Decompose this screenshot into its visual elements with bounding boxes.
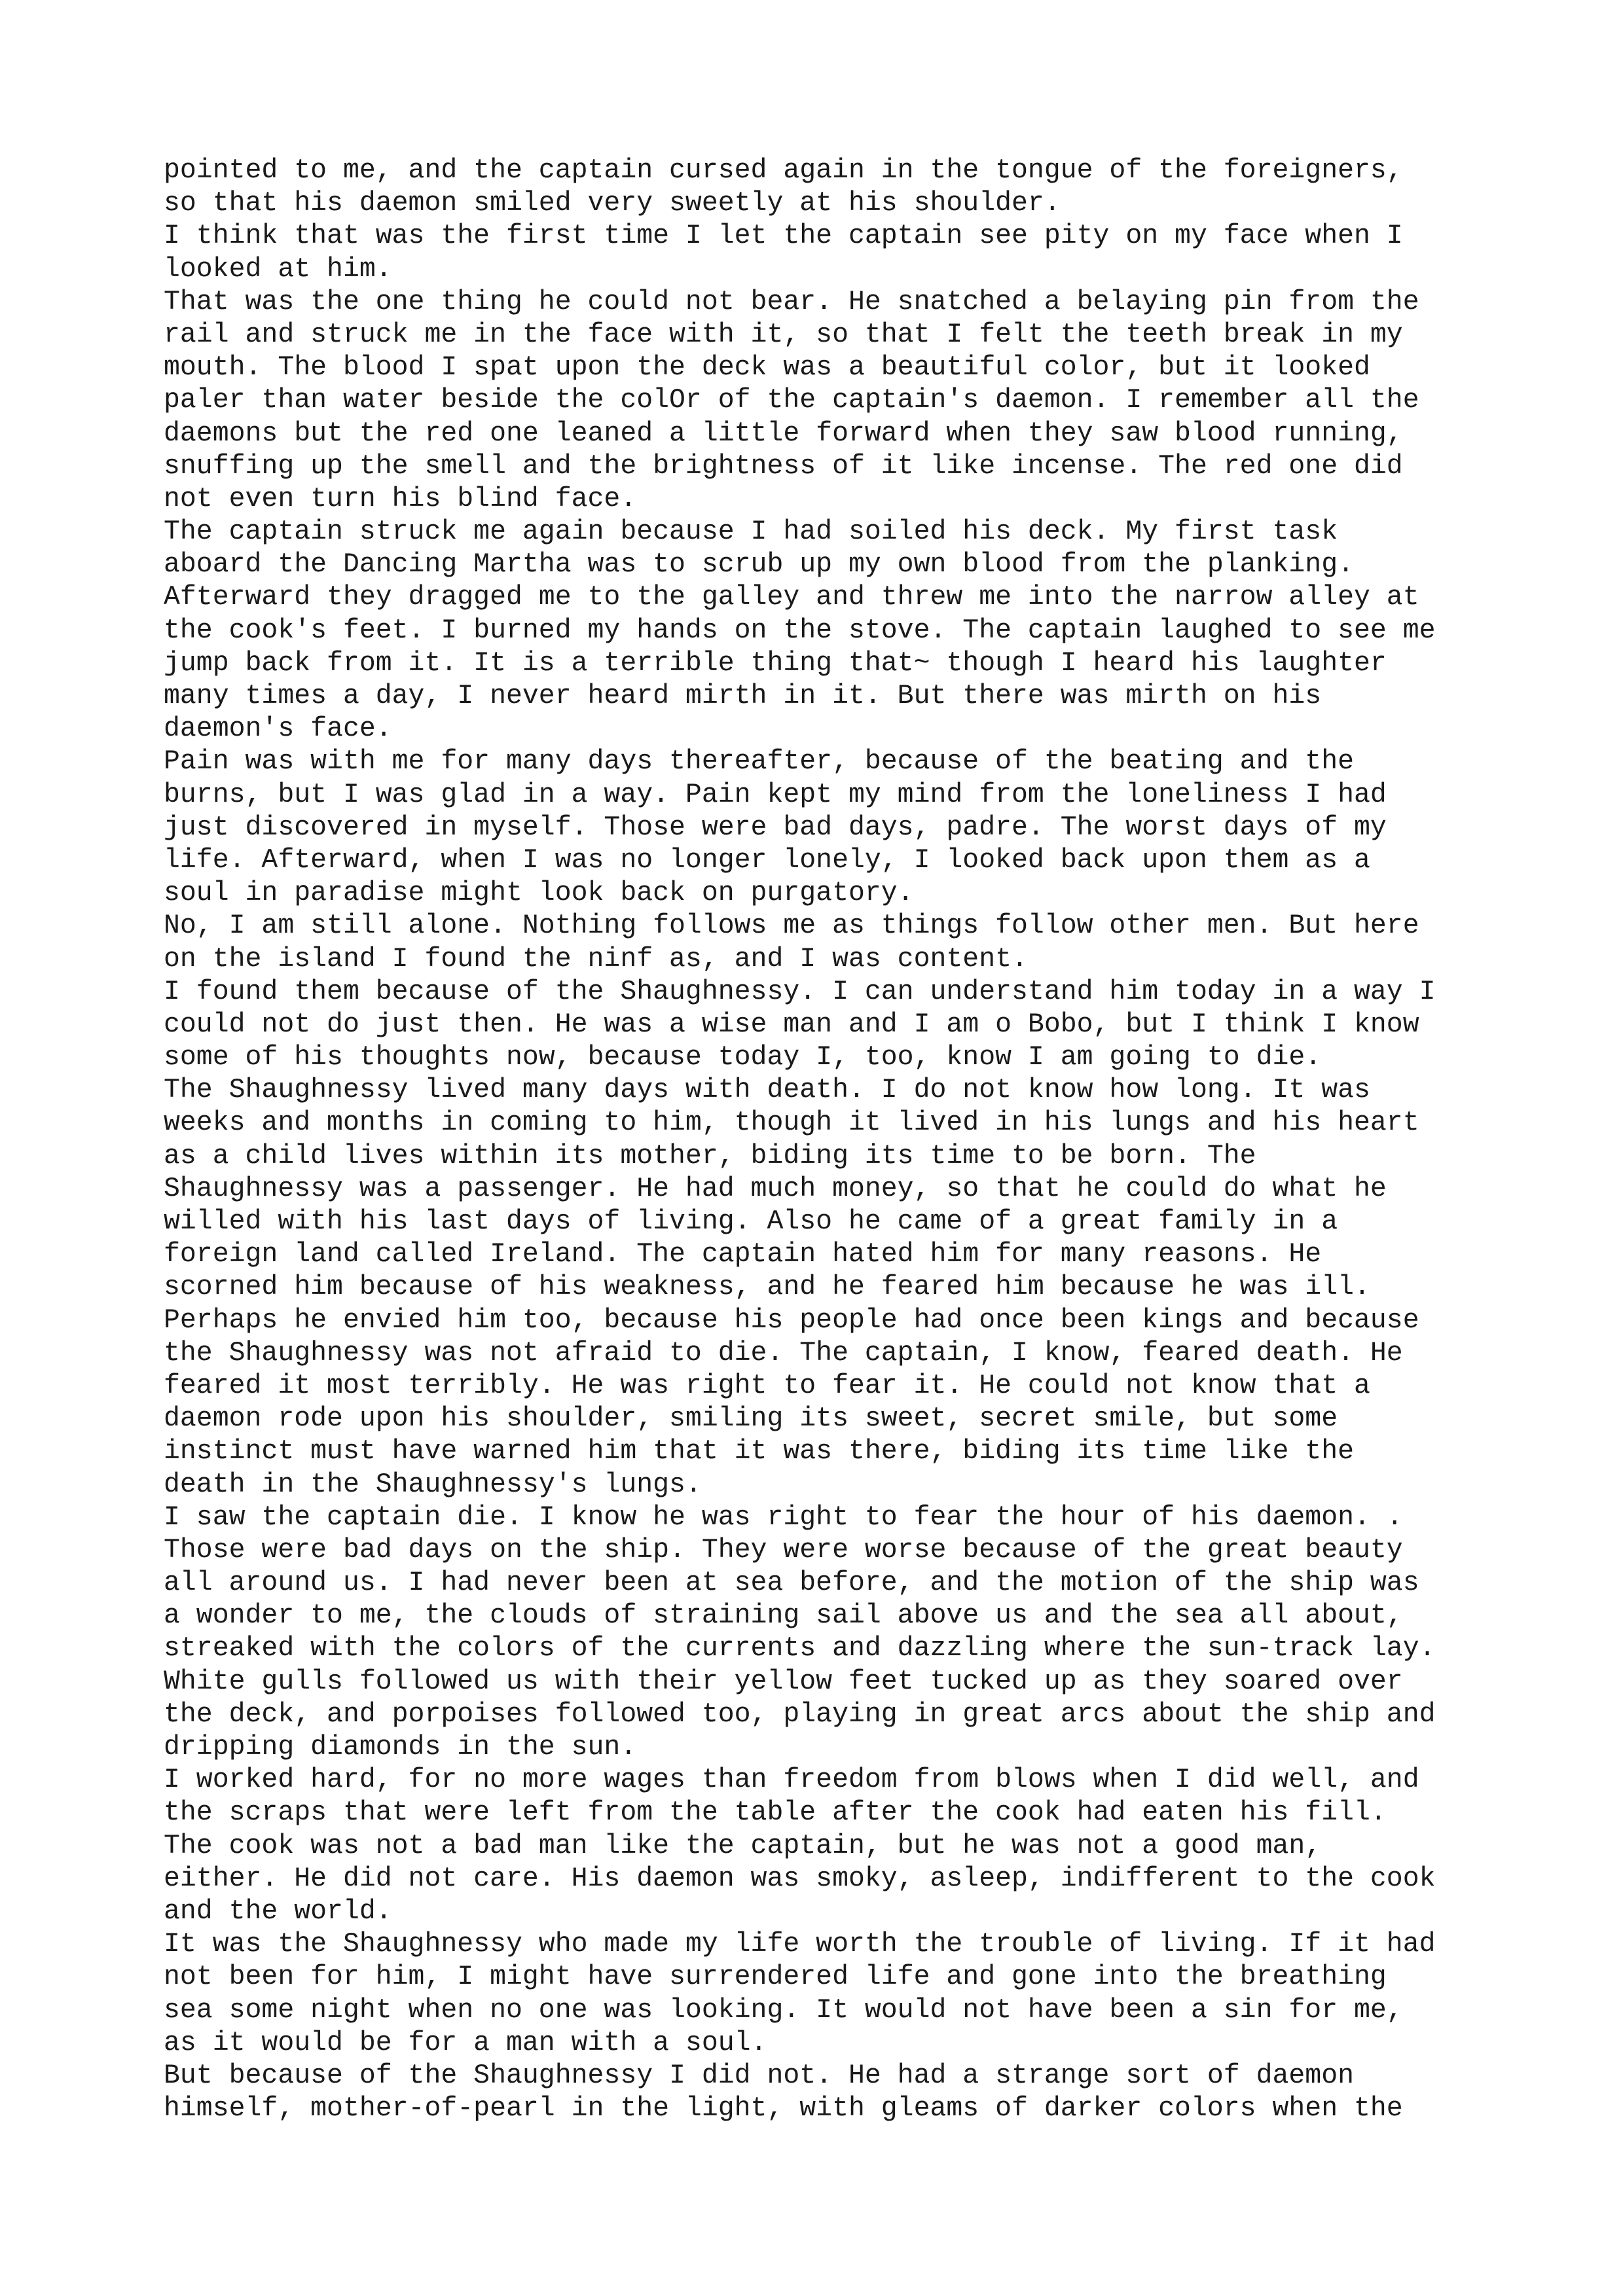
text-line: the cook's feet. I burned my hands on the stove. The captain laughed to see me: [164, 615, 1436, 646]
text-line: looked at him.: [164, 253, 392, 285]
text-line: feared it most terribly. He was right to fear it. He could not know that a: [164, 1370, 1370, 1401]
text-line: weeks and months in coming to him, though it lived in his lungs and his heart: [164, 1107, 1419, 1139]
text-line: willed with his last days of living. Also he came of a great family in a: [164, 1206, 1338, 1237]
text-line: instinct must have warned him that it was there, biding its time like the: [164, 1436, 1354, 1467]
text-line: No, I am still alone. Nothing follows me as things follow other men. But here: [164, 910, 1419, 942]
text-line: I think that was the first time I let the captain see pity on my face when I: [164, 221, 1403, 252]
text-line: all around us. I had never been at sea before, and the motion of the ship was: [164, 1568, 1419, 1599]
text-line: life. Afterward, when I was no longer lonely, I looked back upon them as a: [164, 844, 1370, 876]
text-line: daemons but the red one leaned a little forward when they saw blood running,: [164, 418, 1403, 449]
text-line: jump back from it. It is a terrible thing that~ though I heard his laughter: [164, 647, 1387, 679]
text-line: pointed to me, and the captain cursed again in the tongue of the foreigners,: [164, 155, 1403, 186]
text-line: burns, but I was glad in a way. Pain kept my mind from the loneliness I had: [164, 779, 1387, 810]
text-line: either. He did not care. His daemon was smoky, asleep, indifferent to the cook: [164, 1863, 1436, 1894]
text-line: the scraps that were left from the table after the cook had eaten his fill.: [164, 1797, 1387, 1829]
text-line: sea some night when no one was looking. It would not have been a sin for me,: [164, 1994, 1403, 2026]
text-line: and the world.: [164, 1895, 392, 1927]
text-line: as it would be for a man with a soul.: [164, 2027, 767, 2058]
text-line: It was the Shaughnessy who made my life worth the trouble of living. If it had: [164, 1929, 1436, 1960]
text-line: foreign land called Ireland. The captain hated him for many reasons. He: [164, 1239, 1322, 1270]
text-line: the Shaughnessy was not afraid to die. The captain, I know, feared death. He: [164, 1337, 1403, 1369]
text-line: some of his thoughts now, because today I, too, know I am going to die.: [164, 1042, 1322, 1073]
text-line: I worked hard, for no more wages than freedom from blows when I did well, and: [164, 1765, 1419, 1796]
text-line: mouth. The blood I spat upon the deck was a beautiful color, but it looked: [164, 352, 1370, 384]
text-line: White gulls followed us with their yellow feet tucked up as they soared over: [164, 1666, 1403, 1697]
text-line: Shaughnessy was a passenger. He had much money, so that he could do what he: [164, 1173, 1387, 1204]
text-line: That was the one thing he could not bear. He snatched a belaying pin from the: [164, 286, 1419, 317]
text-line: But because of the Shaughnessy I did not. He had a strange sort of daemon: [164, 2060, 1354, 2091]
text-line: I saw the captain die. I know he was right to fear the hour of his daemon. .: [164, 1501, 1403, 1533]
text-line: on the island I found the ninf as, and I was content.: [164, 943, 1028, 975]
text-line: streaked with the colors of the currents and dazzling where the sun-track lay.: [164, 1633, 1436, 1664]
text-line: Those were bad days on the ship. They were worse because of the great beauty: [164, 1534, 1403, 1566]
body-text: [164, 154, 1604, 2125]
text-line: could not do just then. He was a wise man and I am o Bobo, but I think I know: [164, 1009, 1419, 1040]
text-line: Perhaps he envied him too, because his people had once been kings and because: [164, 1304, 1419, 1336]
text-line: not even turn his blind face.: [164, 483, 637, 514]
text-line: Pain was with me for many days thereafter, because of the beating and the: [164, 746, 1354, 778]
text-line: a wonder to me, the clouds of straining sail above us and the sea all about,: [164, 1600, 1403, 1632]
text-line: I found them because of the Shaughnessy. I can understand him today in a way I: [164, 976, 1436, 1007]
text-line: dripping diamonds in the sun.: [164, 1732, 637, 1763]
text-line: so that his daemon smiled very sweetly at his shoulder.: [164, 188, 1061, 219]
text-line: not been for him, I might have surrendered life and gone into the breathing: [164, 1962, 1387, 1993]
text-line: daemon rode upon his shoulder, smiling its sweet, secret smile, but some: [164, 1403, 1338, 1435]
text-line: scorned him because of his weakness, and he feared him because he was ill.: [164, 1272, 1370, 1303]
text-line: Afterward they dragged me to the galley and threw me into the narrow alley at: [164, 582, 1419, 613]
text-line: himself, mother-of-pearl in the light, with gleams of darker colors when the: [164, 2093, 1403, 2125]
text-line: rail and struck me in the face with it, so that I felt the teeth break in my: [164, 319, 1403, 350]
text-line: as a child lives within its mother, biding its time to be born. The: [164, 1140, 1256, 1172]
text-line: many times a day, I never heard mirth in it. But there was mirth on his: [164, 681, 1322, 711]
text-line: snuffing up the smell and the brightness of it like incense. The red one did: [164, 450, 1403, 482]
text-line: daemon's face.: [164, 713, 392, 745]
text-line: The cook was not a bad man like the captain, but he was not a good man,: [164, 1830, 1322, 1861]
text-line: paler than water beside the colOr of the captain's daemon. I remember all the: [164, 385, 1419, 416]
text-line: soul in paradise might look back on purgatory.: [164, 878, 914, 909]
text-line: The captain struck me again because I had soiled his deck. My first task: [164, 516, 1338, 548]
text-line: death in the Shaughnessy's lungs.: [164, 1469, 702, 1500]
text-line: The Shaughnessy lived many days with death. I do not know how long. It was: [164, 1075, 1370, 1106]
text-line: just discovered in myself. Those were bad days, padre. The worst days of my: [164, 812, 1387, 843]
text-line: the deck, and porpoises followed too, playing in great arcs about the ship and: [164, 1698, 1436, 1730]
text-line: aboard the Dancing Martha was to scrub up my own blood from the planking.: [164, 549, 1354, 581]
